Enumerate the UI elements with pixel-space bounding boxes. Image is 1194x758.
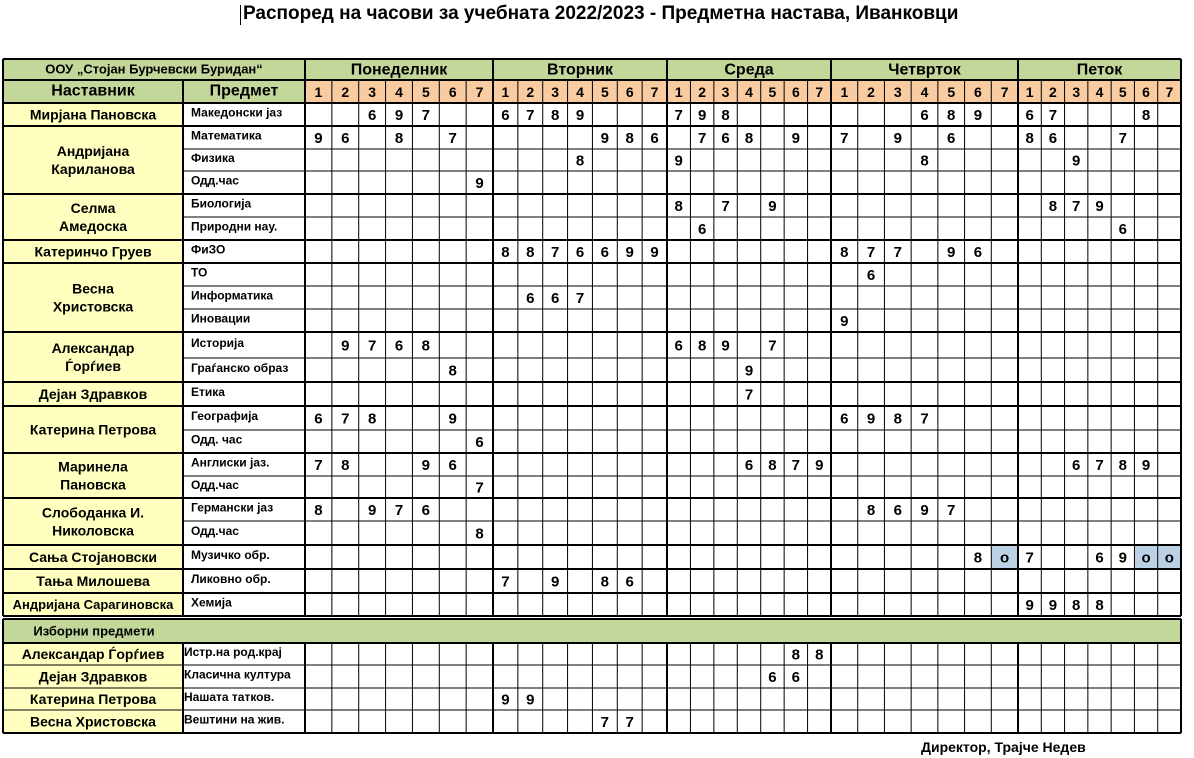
period-number: 6 xyxy=(974,84,982,100)
period-number: 5 xyxy=(1118,84,1127,100)
class-cell: 6 xyxy=(650,130,659,147)
class-cell: 7 xyxy=(947,502,956,519)
class-cell: 8 xyxy=(625,130,634,147)
class-cell: 6 xyxy=(674,337,683,355)
class-cell: о xyxy=(1000,549,1010,567)
class-cell: 9 xyxy=(600,130,610,147)
class-cell: 8 xyxy=(768,457,777,474)
director-signature: Директор, Трајче Недев xyxy=(921,739,1086,755)
class-cell: 9 xyxy=(575,107,585,124)
period-number: 2 xyxy=(526,84,535,100)
elective-cell: 6 xyxy=(791,669,801,686)
period-number: 3 xyxy=(893,84,902,100)
class-cell: 6 xyxy=(920,107,929,124)
class-cell: 7 xyxy=(1025,549,1034,567)
class-cell: 6 xyxy=(1118,221,1127,238)
elective-cell: 6 xyxy=(768,669,777,686)
day-header: Петок xyxy=(1076,61,1123,79)
teacher-name: Селма xyxy=(70,200,116,216)
subject-name: Музичко обр. xyxy=(191,548,270,562)
class-cell: 7 xyxy=(314,457,323,474)
class-cell: 6 xyxy=(575,244,585,261)
period-number: 1 xyxy=(674,84,683,100)
period-number: 2 xyxy=(341,84,350,100)
class-cell: 9 xyxy=(791,130,801,147)
period-number: 6 xyxy=(791,84,800,100)
elective-teacher-name: Весна Христовска xyxy=(30,713,156,730)
class-cell: 7 xyxy=(840,130,849,147)
period-number: 7 xyxy=(1165,84,1174,100)
class-cell: 7 xyxy=(526,107,535,124)
class-cell: 9 xyxy=(893,130,902,147)
class-cell: 8 xyxy=(550,107,560,124)
class-cell: 7 xyxy=(448,130,457,147)
teacher-name: Христовска xyxy=(52,298,134,315)
class-cell: 6 xyxy=(1095,549,1104,567)
period-number: 5 xyxy=(421,84,430,100)
elective-cell: 9 xyxy=(501,691,510,709)
class-cell: 6 xyxy=(1048,130,1058,147)
class-cell: 7 xyxy=(1095,457,1104,474)
teacher-name: Катерина Петрова xyxy=(29,421,157,438)
class-cell: 9 xyxy=(475,175,484,192)
class-cell: 9 xyxy=(674,152,683,170)
subject-name: Географија xyxy=(191,409,259,423)
class-cell: 6 xyxy=(421,502,431,519)
subject-name: Англиски јаз. xyxy=(191,455,270,470)
period-number: 7 xyxy=(650,84,659,100)
subject-name: Македонски јаз xyxy=(191,105,283,120)
class-cell: 7 xyxy=(501,573,510,591)
day-header: Среда xyxy=(724,61,774,79)
teacher-name: Пановска xyxy=(60,476,126,493)
class-cell: 7 xyxy=(768,337,777,355)
class-cell: 6 xyxy=(550,290,560,307)
class-cell: 7 xyxy=(394,502,404,519)
period-number: 3 xyxy=(368,84,377,100)
class-cell: 7 xyxy=(475,479,484,497)
class-cell: 8 xyxy=(744,130,754,147)
class-cell: 6 xyxy=(394,337,404,355)
electives-header: Изборни предмети xyxy=(33,623,155,639)
class-cell: 9 xyxy=(920,502,929,519)
day-header: Вторник xyxy=(546,61,614,79)
subject-name: Хемија xyxy=(191,595,232,610)
class-cell: 6 xyxy=(1025,107,1034,124)
class-cell: 9 xyxy=(721,337,730,355)
elective-teacher-name: Дејан Здравков xyxy=(38,668,148,685)
teacher-name: Сања Стојановски xyxy=(28,549,158,565)
period-number: 2 xyxy=(698,84,707,100)
elective-subject-name: Вештини на жив. xyxy=(184,712,285,727)
period-number: 3 xyxy=(1072,84,1081,100)
class-cell: 7 xyxy=(744,386,754,404)
period-number: 4 xyxy=(1095,84,1104,100)
subject-name: Етика xyxy=(191,385,225,399)
class-cell: 8 xyxy=(840,244,849,261)
period-number: 1 xyxy=(501,84,510,100)
class-cell: 7 xyxy=(866,244,876,261)
teacher-name: Дејан Здравков xyxy=(38,386,148,402)
class-cell: 6 xyxy=(625,573,634,591)
class-cell: 9 xyxy=(394,107,404,124)
period-number: 6 xyxy=(625,84,634,100)
class-cell: 6 xyxy=(341,130,350,147)
subject-name: Германски јаз xyxy=(191,500,274,515)
class-cell: 9 xyxy=(697,107,707,124)
teacher-name: Амедоска xyxy=(58,218,128,234)
class-cell: 9 xyxy=(768,198,777,215)
class-cell: 9 xyxy=(1072,152,1081,170)
class-cell: 9 xyxy=(1095,198,1104,215)
class-cell: 8 xyxy=(1025,130,1034,147)
class-cell: 8 xyxy=(697,337,707,355)
class-cell: 6 xyxy=(721,130,730,147)
class-cell: 8 xyxy=(341,457,350,474)
subject-name: Одд.час xyxy=(191,173,239,188)
class-cell: 8 xyxy=(475,525,484,543)
class-cell: 8 xyxy=(421,337,431,355)
teacher-name: Катеринчо Груев xyxy=(34,243,152,260)
class-cell: 8 xyxy=(674,198,683,215)
subject-name: Одд.час xyxy=(191,478,239,492)
class-cell: 8 xyxy=(1118,457,1127,474)
class-cell: 7 xyxy=(697,130,707,147)
class-cell: 6 xyxy=(501,107,510,124)
subject-name: ФиЗО xyxy=(191,242,226,257)
period-number: 2 xyxy=(1049,84,1057,100)
class-cell: 7 xyxy=(1118,130,1127,147)
class-cell: 8 xyxy=(575,152,585,170)
class-cell: 9 xyxy=(1048,597,1058,614)
class-cell: 9 xyxy=(625,244,634,261)
class-cell: 9 xyxy=(367,502,377,519)
class-cell: 8 xyxy=(1095,597,1104,614)
class-cell: 7 xyxy=(1048,107,1058,124)
elective-cell: 9 xyxy=(526,691,535,709)
period-number: 1 xyxy=(314,84,323,100)
day-header: Понеделник xyxy=(350,61,448,79)
period-number: 7 xyxy=(475,84,484,100)
elective-subject-name: Нашата татков. xyxy=(184,690,275,704)
class-cell: 8 xyxy=(501,244,510,261)
class-cell: 9 xyxy=(341,337,350,355)
teacher-name: Кариланова xyxy=(51,161,135,177)
class-cell: 8 xyxy=(1072,597,1081,614)
teacher-name: Тања Милошева xyxy=(36,573,150,589)
class-cell: 8 xyxy=(314,502,323,519)
class-cell: 9 xyxy=(1141,457,1151,474)
elective-subject-name: Истр.на род.крај xyxy=(184,645,282,659)
subject-name: ТО xyxy=(191,265,208,280)
subject-name: Одд.час xyxy=(191,524,239,538)
elective-teacher-name: Катерина Петрова xyxy=(29,691,157,707)
class-cell: 8 xyxy=(600,573,610,591)
class-cell: 7 xyxy=(920,410,929,428)
teacher-name: Мирјана Пановска xyxy=(29,106,157,123)
period-number: 7 xyxy=(1000,84,1009,100)
subject-name: Иновации xyxy=(191,311,251,326)
class-cell: 6 xyxy=(973,244,983,261)
class-cell: 9 xyxy=(815,457,824,474)
elective-cell: 7 xyxy=(600,714,610,731)
class-cell: 6 xyxy=(526,290,535,307)
period-number: 6 xyxy=(448,84,457,100)
class-cell: 6 xyxy=(314,410,323,428)
class-cell: 8 xyxy=(1141,107,1151,124)
subject-name: Ликовно обр. xyxy=(191,572,271,586)
class-cell: 9 xyxy=(550,573,560,591)
elective-cell: 8 xyxy=(815,646,824,664)
class-cell: 9 xyxy=(947,244,956,261)
class-cell: 8 xyxy=(893,410,902,428)
class-cell: 6 xyxy=(866,267,876,284)
period-number: 3 xyxy=(551,84,560,100)
class-cell: 6 xyxy=(1072,457,1081,474)
teacher-name: Андријана xyxy=(56,143,130,159)
subject-name: Историја xyxy=(191,336,245,350)
class-cell: 8 xyxy=(367,410,377,428)
class-cell: 9 xyxy=(973,107,983,124)
teacher-name: Весна xyxy=(72,280,114,297)
teacher-name: Андријана Сарагиновска xyxy=(12,597,174,612)
period-number: 3 xyxy=(721,84,730,100)
class-cell: 6 xyxy=(744,457,754,474)
class-cell: 9 xyxy=(866,410,876,428)
class-cell: 9 xyxy=(1118,549,1127,567)
period-number: 4 xyxy=(395,84,403,100)
subject-name: Природни нау. xyxy=(191,219,278,234)
class-cell: 7 xyxy=(721,198,730,215)
elective-subject-name: Класична култура xyxy=(184,667,291,682)
subject-name: Граѓанско образ xyxy=(191,361,289,375)
elective-teacher-name: Александар Ѓорѓиев xyxy=(21,646,165,662)
class-cell: 6 xyxy=(367,107,377,124)
class-cell: 9 xyxy=(840,313,849,330)
class-cell: 6 xyxy=(475,434,484,451)
teacher-name: Ѓорѓиев xyxy=(65,358,121,374)
teacher-name: Александар xyxy=(51,340,135,356)
period-number: 2 xyxy=(867,84,875,100)
class-cell: 7 xyxy=(575,290,585,307)
class-cell: 8 xyxy=(973,549,983,567)
class-cell: 8 xyxy=(1048,198,1058,215)
page-title: Распоред на часови за учебната 2022/2023 - Предметна настава, Иванковци xyxy=(243,3,959,24)
period-number: 5 xyxy=(600,84,609,100)
class-cell: 9 xyxy=(1025,597,1034,614)
class-cell: 7 xyxy=(421,107,431,124)
class-cell: 9 xyxy=(448,410,457,428)
day-header: Четврток xyxy=(888,61,961,79)
elective-cell: 7 xyxy=(625,714,634,731)
class-cell: 7 xyxy=(893,244,902,261)
class-cell: 7 xyxy=(1072,198,1081,215)
period-number: 4 xyxy=(576,84,584,100)
class-cell: 9 xyxy=(744,362,754,380)
class-cell: о xyxy=(1141,549,1151,567)
class-cell: 8 xyxy=(721,107,730,124)
subject-name: Математика xyxy=(191,128,262,143)
electives-header-band xyxy=(3,619,1181,643)
subject-name: Одд. час xyxy=(191,432,243,447)
class-cell: 8 xyxy=(526,244,535,261)
class-cell: 6 xyxy=(947,130,956,147)
class-cell: 7 xyxy=(791,457,801,474)
period-number: 1 xyxy=(1025,84,1034,100)
period-number: 4 xyxy=(920,84,929,100)
class-cell: 6 xyxy=(840,410,849,428)
period-number: 5 xyxy=(947,84,956,100)
class-cell: 6 xyxy=(448,457,457,474)
class-cell: 6 xyxy=(893,502,902,519)
period-number: 1 xyxy=(840,84,849,100)
class-cell: 7 xyxy=(674,107,683,124)
period-number: 7 xyxy=(815,84,824,100)
class-cell: 6 xyxy=(600,244,610,261)
class-cell: 8 xyxy=(947,107,956,124)
subject-name: Информатика xyxy=(191,288,274,303)
class-cell: о xyxy=(1164,549,1174,567)
class-cell: 7 xyxy=(367,337,377,355)
subject-column-header: Предмет xyxy=(209,82,279,100)
class-cell: 9 xyxy=(650,244,659,261)
class-cell: 9 xyxy=(421,457,431,474)
class-cell: 8 xyxy=(920,152,929,170)
elective-cell: 8 xyxy=(791,646,801,664)
class-cell: 6 xyxy=(697,221,707,238)
teacher-name: Маринела xyxy=(58,458,128,475)
period-number: 4 xyxy=(745,84,753,100)
class-cell: 8 xyxy=(448,362,457,380)
class-cell: 8 xyxy=(394,130,404,147)
class-cell: 7 xyxy=(550,244,560,261)
period-number: 6 xyxy=(1142,84,1150,100)
subject-name: Физика xyxy=(191,151,235,165)
period-number: 5 xyxy=(768,84,777,100)
class-cell: 8 xyxy=(866,502,876,519)
class-cell: 9 xyxy=(314,130,323,147)
school-name: ООУ „Стојан Бурчевски Буридан“ xyxy=(45,61,263,77)
class-cell: 7 xyxy=(341,410,350,428)
subject-name: Биологија xyxy=(191,196,252,211)
teacher-name: Николовска xyxy=(52,522,134,539)
teacher-name: Слободанка И. xyxy=(41,504,145,521)
teacher-column-header: Наставник xyxy=(51,82,135,100)
